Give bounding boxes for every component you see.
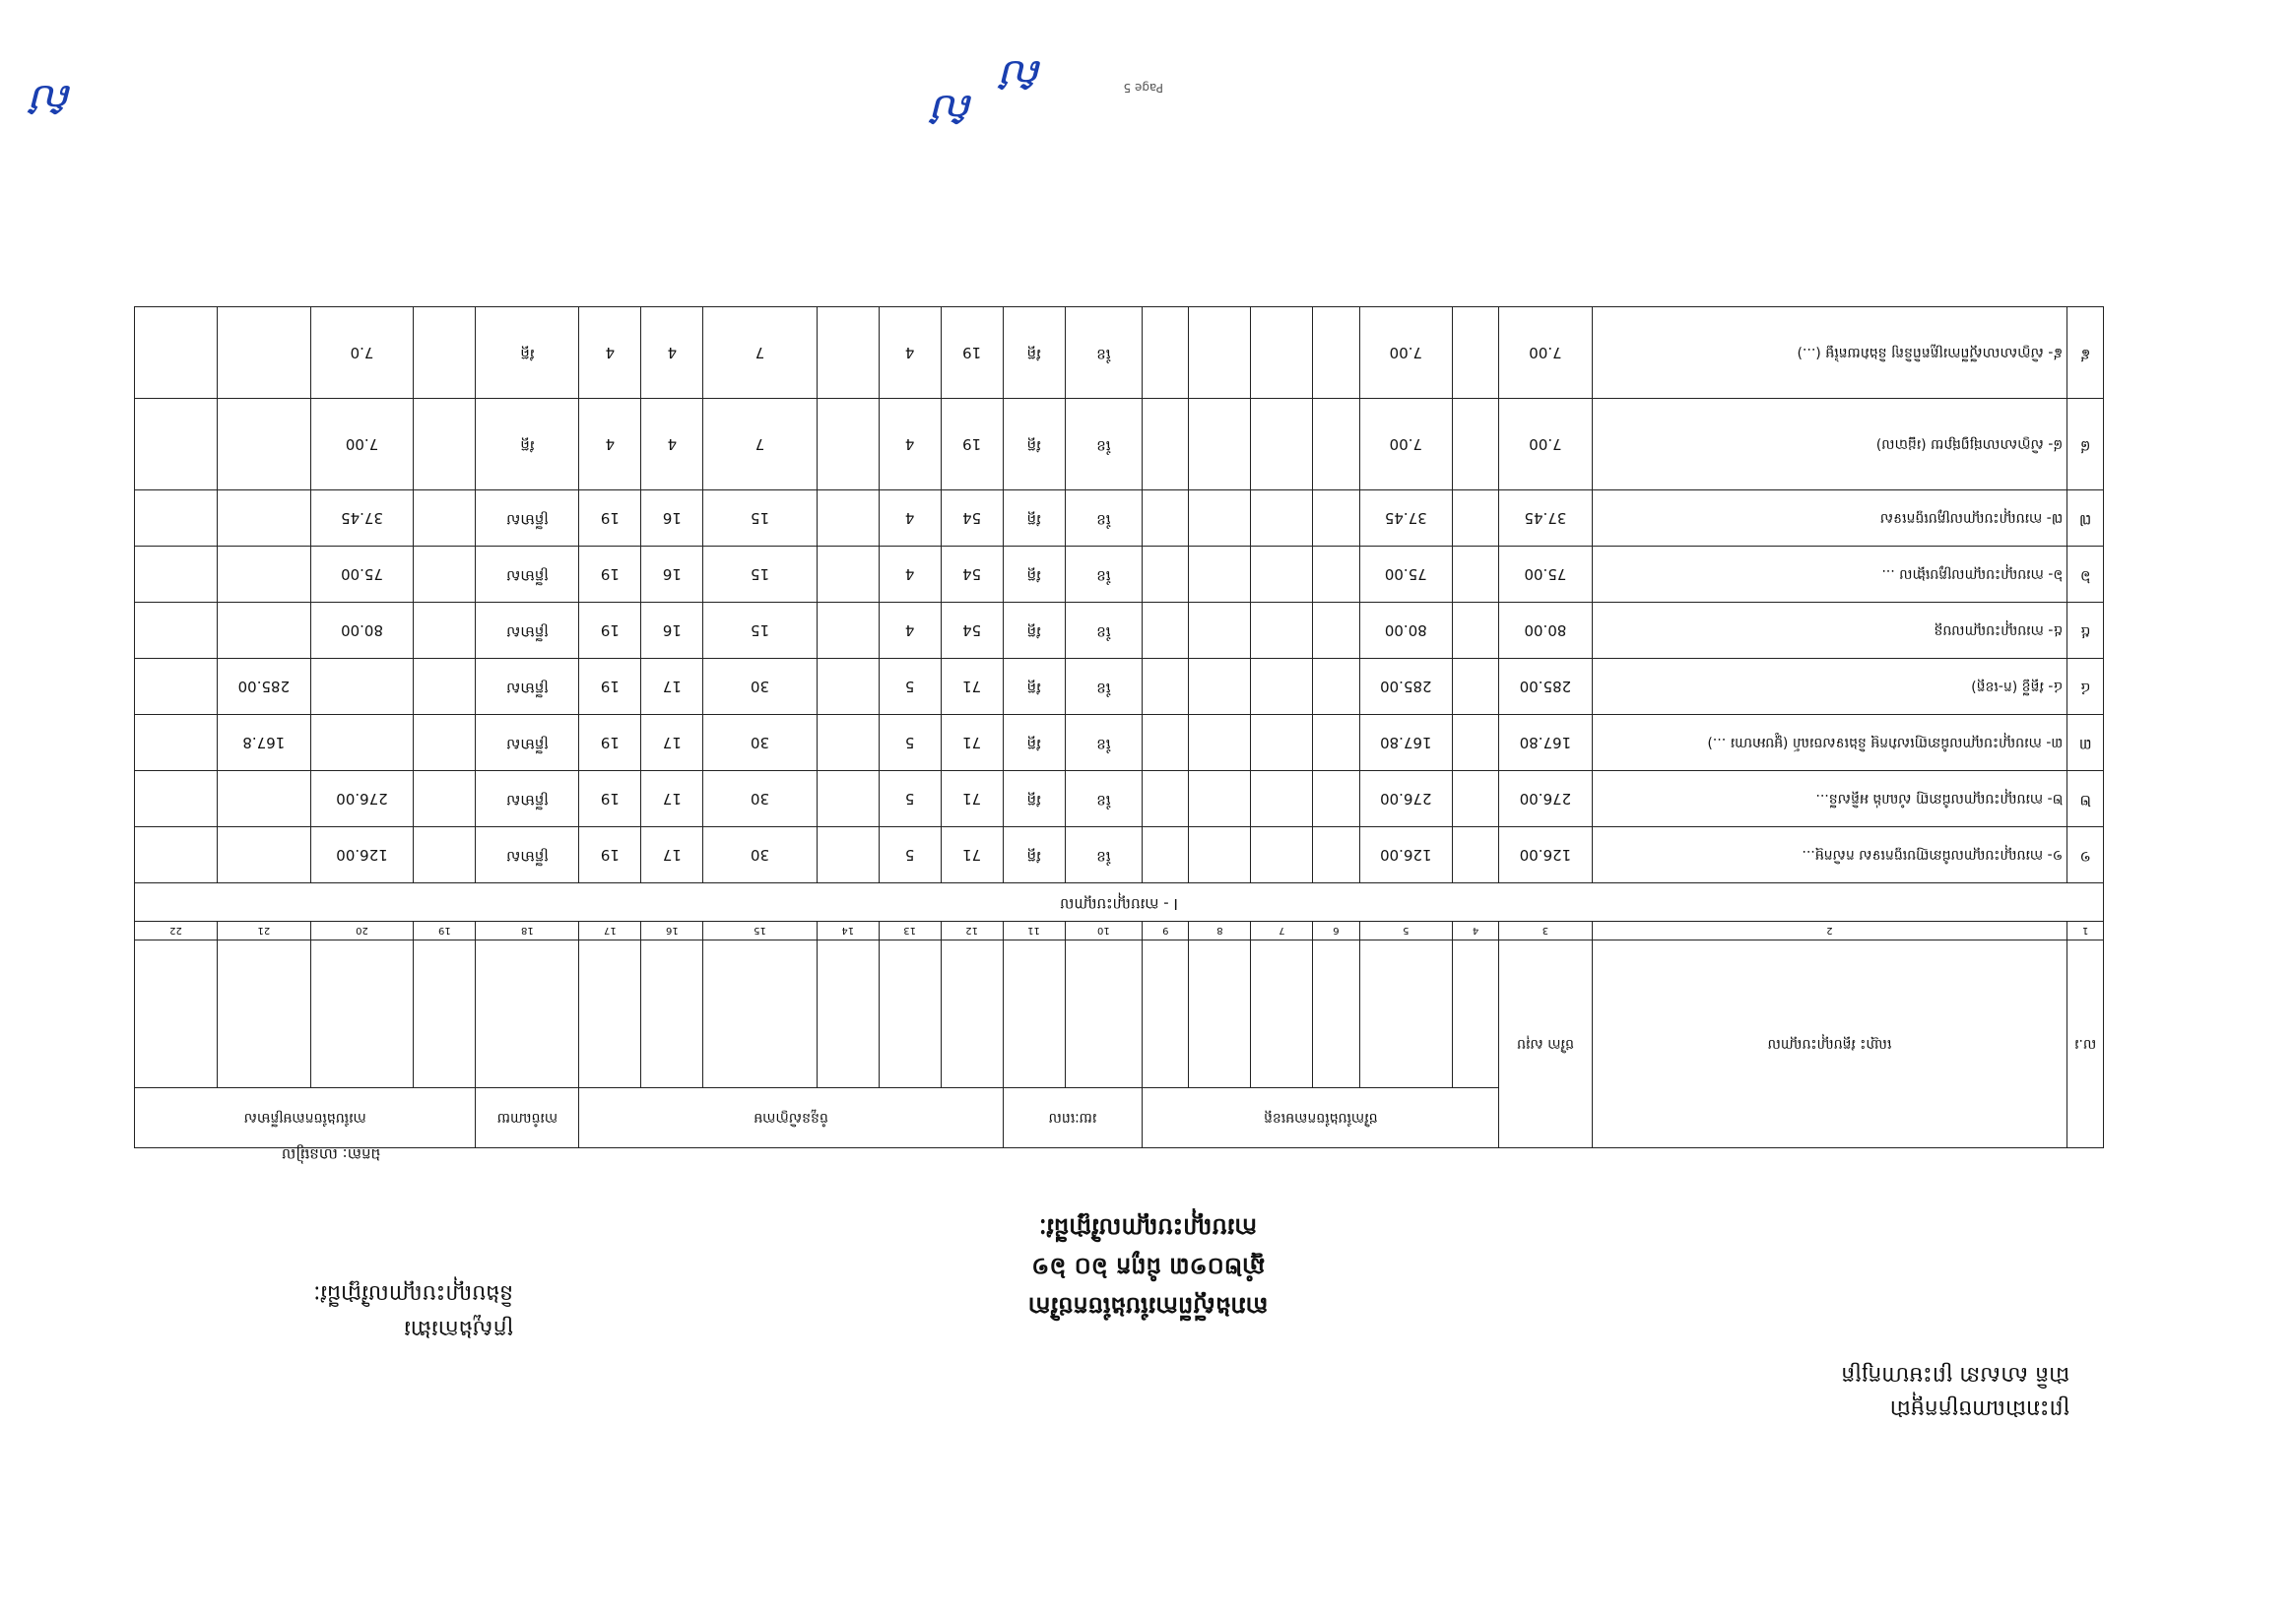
table-row [135,827,2104,883]
unit-note: ឯកតា: លានរៀល [282,1145,380,1163]
table-cell: 126.00 [1359,827,1452,883]
row-description: ៦- ការបណ្តុះបណ្តាលគ្រូបង្គោល ... [1592,547,2067,603]
column-number: 13 [879,922,941,940]
table-cell [414,827,476,883]
table-cell [218,547,310,603]
table-cell: ខែ [1065,603,1143,659]
table-cell [1313,490,1359,547]
table-cell [218,490,310,547]
table-cell: 285.00 [1359,659,1452,715]
ministry-line: និងបណ្តុះបណ្តាលវិជ្ជាជីវៈ [313,1280,513,1305]
table-cell: 167.80 [1499,715,1592,771]
table-cell [1313,307,1359,399]
table-cell: ២ [2067,771,2104,827]
row-description: ៧- ការបណ្តុះបណ្តាលគ្រូបច្ចេកទេស [1592,490,2067,547]
table-cell [1313,715,1359,771]
column-number: 22 [135,922,218,940]
table-cell: ត្រីមាស [476,490,579,547]
header-item: ឈ្មោះ វគ្គបណ្តុះបណ្តាល [1592,940,2067,1148]
table-cell: 7.00 [1499,399,1592,490]
table-cell: 276.00 [1499,771,1592,827]
table-cell: ១ [2067,827,2104,883]
table-cell [817,827,879,883]
table-cell: ៤ [2067,659,2104,715]
table-cell [135,307,218,399]
document-title [0,1207,2296,1326]
handwritten-mark: ស [933,85,976,138]
subheader [1251,940,1313,1088]
table-cell [218,307,310,399]
table-cell: 5 [879,771,941,827]
table-cell: 19 [941,399,1003,490]
table-cell [1143,307,1189,399]
table-cell: 16 [641,490,703,547]
table-cell [218,399,310,490]
table-cell [1251,547,1313,603]
column-number: 1 [2067,922,2104,940]
subheader [817,940,879,1088]
table-cell: 126.00 [310,827,414,883]
title-line: ការបណ្តុះបណ្តាលវិជ្ជាជីវៈ [1038,1213,1258,1241]
table-body [135,307,2104,883]
subheader [1065,940,1143,1088]
subheader [1313,940,1359,1088]
table-cell [817,771,879,827]
table-cell [1189,307,1251,399]
table-cell [1189,659,1251,715]
table-cell: 126.00 [1499,827,1592,883]
table-cell: 80.00 [1499,603,1592,659]
subheader [1359,940,1452,1088]
kingdom-block [1656,1357,2069,1424]
table-cell: 30 [703,771,817,827]
table-cell [414,399,476,490]
table-cell [1313,603,1359,659]
table-cell: 17 [641,715,703,771]
table-cell: 30 [703,715,817,771]
table-cell: 75.00 [1499,547,1592,603]
table-row [135,603,2104,659]
table-cell [1453,547,1499,603]
table-row [135,547,2104,603]
table-cell: 54 [941,603,1003,659]
table-cell: 7 [703,307,817,399]
section-row [135,883,2104,922]
table-cell: 16 [641,603,703,659]
table-cell: 276.00 [1359,771,1452,827]
table-cell [1143,603,1189,659]
table-cell: ខែ [1065,827,1143,883]
table-cell [1251,771,1313,827]
table-cell [1251,399,1313,490]
table-cell [1189,715,1251,771]
table-cell [1313,399,1359,490]
header-quarterly: ការបែងចែកតាមត្រីមាស [135,1088,476,1148]
table-cell [1453,715,1499,771]
table-cell: វគ្គ [1003,659,1065,715]
table-cell: 37.45 [1359,490,1452,547]
table-cell: 17 [641,659,703,715]
table-cell: ៣ [2067,715,2104,771]
table-cell: 7 [703,399,817,490]
table-cell [1453,399,1499,490]
table-row [135,399,2104,490]
table-cell [1143,715,1189,771]
row-description: ១- ការបណ្តុះបណ្តាលជំនាញបច្ចេកទេស កសិកម្ម... [1592,827,2067,883]
column-number: 8 [1189,922,1251,940]
column-number: 14 [817,922,879,940]
column-number: 12 [941,922,1003,940]
table-cell: 4 [879,490,941,547]
table-cell: 75.00 [310,547,414,603]
column-number: 20 [310,922,414,940]
ministry-line: ក្រសួងការងារ [403,1316,513,1340]
column-number: 17 [579,922,641,940]
table-cell: 276.00 [310,771,414,827]
table-cell [414,659,476,715]
table-cell [1453,771,1499,827]
table-cell: 54 [941,547,1003,603]
subheader [1143,940,1189,1088]
table-cell: 19 [579,547,641,603]
table-cell: 19 [579,659,641,715]
table-cell: 5 [879,827,941,883]
table-cell: 4 [879,547,941,603]
kingdom-line: ព្រះរាជាណាចក្រកម្ពុជា [1889,1395,2069,1420]
table-cell: 285.00 [218,659,310,715]
header-duration: រយៈពេល [1003,1088,1143,1148]
table-cell [1189,399,1251,490]
column-number: 3 [1499,922,1592,940]
table-cell: 19 [579,603,641,659]
table-cell [1143,771,1189,827]
table-cell: វគ្គ [1003,307,1065,399]
column-number: 18 [476,922,579,940]
table-cell: វគ្គ [1003,399,1065,490]
handwritten-mark: ស [1002,50,1045,103]
table-cell [310,659,414,715]
column-number: 7 [1251,922,1313,940]
header-participants: ចំនួនសិក្ខាកាម [579,1088,1003,1148]
table-cell [135,771,218,827]
table-cell [1453,307,1499,399]
subheader [218,940,310,1088]
table-cell: 37.45 [1499,490,1592,547]
table-cell: 30 [703,827,817,883]
table-cell: 15 [703,490,817,547]
column-number: 9 [1143,922,1189,940]
table-cell [1143,659,1189,715]
table-cell [1453,603,1499,659]
row-description: ៩- សិក្ខាសាលាស្តីពីការត្រួតពិនិត្យ និងវាយតម្លៃ (...) [1592,307,2067,399]
table-cell: ខែ [1065,490,1143,547]
table-cell: 7.00 [1359,307,1452,399]
table-cell: 4 [879,603,941,659]
table-cell: វគ្គ [1003,547,1065,603]
table-cell [817,399,879,490]
subheader [310,940,414,1088]
table-cell: 167.8 [218,715,310,771]
table-cell: វគ្គ [476,307,579,399]
table-cell: 4 [641,307,703,399]
subheader [1003,940,1065,1088]
row-description: ២- ការបណ្តុះបណ្តាលជំនាញ សំណង់ អគ្គិសនី... [1592,771,2067,827]
table-cell: 75.00 [1359,547,1452,603]
table-cell: ៧ [2067,490,2104,547]
table-cell: ខែ [1065,715,1143,771]
table-cell [135,399,218,490]
header-expense: ការចំណាយ [476,1088,579,1148]
table-cell: ៩ [2067,307,2104,399]
table-cell [1143,827,1189,883]
table-cell: 71 [941,827,1003,883]
table-cell [310,715,414,771]
table-cell: 5 [879,715,941,771]
column-number: 5 [1359,922,1452,940]
budget-table [134,306,2104,1148]
table-cell [414,307,476,399]
table-cell: វគ្គ [1003,715,1065,771]
table-cell [1251,827,1313,883]
subheader [879,940,941,1088]
row-description: ៣- ការបណ្តុះបណ្តាលជំនាញសេវាកម្ម និងទេសចរណ៍ (ម្ហូបអាហារ ...) [1592,715,2067,771]
table-cell: វគ្គ [1003,603,1065,659]
table-row [135,659,2104,715]
section-label: I - ការបណ្តុះបណ្តាល [135,883,2104,922]
column-number: 15 [703,922,817,940]
table-cell: 19 [941,307,1003,399]
table-cell: 15 [703,547,817,603]
table-cell: 80.00 [310,603,414,659]
table-cell [1453,659,1499,715]
table-cell: ៨ [2067,399,2104,490]
table-row [135,771,2104,827]
table-cell: ខែ [1065,659,1143,715]
table-cell: 16 [641,547,703,603]
table-cell: 4 [579,307,641,399]
subheader [1189,940,1251,1088]
table-cell [1251,603,1313,659]
table-cell [1189,827,1251,883]
table-cell: ខែ [1065,771,1143,827]
table-cell [817,603,879,659]
table-cell: 4 [879,307,941,399]
table-cell: វគ្គ [1003,490,1065,547]
table-cell [218,827,310,883]
table-cell: ៥ [2067,603,2104,659]
table-row [135,715,2104,771]
table-cell [817,715,879,771]
table-cell [1189,603,1251,659]
table-cell [1143,490,1189,547]
title-line: ឆ្នាំ២០១៣ ជំពូក ៦០ ៦១ [1031,1253,1265,1280]
table-cell [1189,547,1251,603]
table-cell: 80.00 [1359,603,1452,659]
header-no: ល.រ [2067,940,2104,1148]
table-cell [135,827,218,883]
table-cell [1251,715,1313,771]
subheader [1453,940,1499,1088]
table-cell [1251,307,1313,399]
table-cell [1453,827,1499,883]
table-cell: 19 [579,715,641,771]
table-cell: 37.45 [310,490,414,547]
table-cell: 71 [941,659,1003,715]
table-cell: 15 [703,603,817,659]
subheader [414,940,476,1088]
table-cell: ត្រីមាស [476,827,579,883]
table-cell [817,307,879,399]
column-number: 16 [641,922,703,940]
table-cell: វគ្គ [1003,771,1065,827]
column-number: 6 [1313,922,1359,940]
table-cell: 17 [641,771,703,827]
subheader [135,940,218,1088]
table-cell: ខែ [1065,399,1143,490]
table-row [135,307,2104,399]
table-cell: 19 [579,827,641,883]
table-cell: 4 [879,399,941,490]
table-cell: ខែ [1065,307,1143,399]
table-cell [414,771,476,827]
subheader [703,940,817,1088]
table-cell [218,771,310,827]
table-cell [135,603,218,659]
table-cell: 7.0 [310,307,414,399]
table-cell: វគ្គ [476,399,579,490]
table-cell [1251,490,1313,547]
table-cell: 4 [579,399,641,490]
table-cell: 7.00 [310,399,414,490]
table-cell [1143,547,1189,603]
column-number: 4 [1453,922,1499,940]
column-number: 11 [1003,922,1065,940]
title-line: តារាងស្តីពីការបែងចែកថវិកា [1027,1292,1269,1320]
table-cell [1313,547,1359,603]
table-cell [414,715,476,771]
table-cell: ត្រីមាស [476,603,579,659]
table-cell [1251,659,1313,715]
table-row [135,490,2104,547]
subheader [941,940,1003,1088]
table-cell: ៦ [2067,547,2104,603]
table-cell [1313,827,1359,883]
table-cell [1313,659,1359,715]
table-cell: ត្រីមាស [476,659,579,715]
table-cell: វគ្គ [1003,827,1065,883]
table-cell: 285.00 [1499,659,1592,715]
table-cell: ខែ [1065,547,1143,603]
row-description: ៤- វគ្គខ្លី (ក-ខេត្ត) [1592,659,2067,715]
table-cell [135,490,218,547]
table-cell: 5 [879,659,941,715]
column-number-row [135,922,2104,940]
subheader [476,940,579,1088]
table-cell [414,547,476,603]
table-cell [135,659,218,715]
table-cell: 7.00 [1359,399,1452,490]
table-cell [414,490,476,547]
table-cell [414,603,476,659]
table-cell: 19 [579,771,641,827]
table-cell [135,547,218,603]
handwritten-mark: ស [32,75,75,128]
table-cell [1189,490,1251,547]
table-cell [1189,771,1251,827]
table-cell [817,659,879,715]
header-province-alloc: ថវិកាបែងចែកតាមខេត្ត [1143,1088,1499,1148]
table-cell: 19 [579,490,641,547]
table-cell [817,547,879,603]
kingdom-line: ជាតិ សាសនា ព្រះមហាក្សត្រ [1841,1362,2069,1387]
column-number: 2 [1592,922,2067,940]
table-cell: 71 [941,715,1003,771]
page-number: Page 5 [1123,81,1163,95]
table-cell: 54 [941,490,1003,547]
column-number: 10 [1065,922,1143,940]
table-cell [1143,399,1189,490]
row-description: ៨- សិក្ខាសាលាផ្សព្វផ្សាយ (រដ្ឋបាល) [1592,399,2067,490]
table-cell [135,715,218,771]
column-number: 19 [414,922,476,940]
table-cell: ត្រីមាស [476,715,579,771]
table-cell: 7.00 [1499,307,1592,399]
table-cell [1453,490,1499,547]
table-cell [218,603,310,659]
table-cell: 17 [641,827,703,883]
table-cell: 167.80 [1359,715,1452,771]
subheader [641,940,703,1088]
row-description: ៥- ការបណ្តុះបណ្តាលបន្ត [1592,603,2067,659]
column-number: 21 [218,922,310,940]
subheader [579,940,641,1088]
table-cell: ត្រីមាស [476,547,579,603]
table-cell: 30 [703,659,817,715]
table-cell [817,490,879,547]
table-cell: 71 [941,771,1003,827]
table-cell: ត្រីមាស [476,771,579,827]
table-cell: 4 [641,399,703,490]
header-budget: ថវិកា សរុប [1499,940,1592,1148]
table-cell [1313,771,1359,827]
